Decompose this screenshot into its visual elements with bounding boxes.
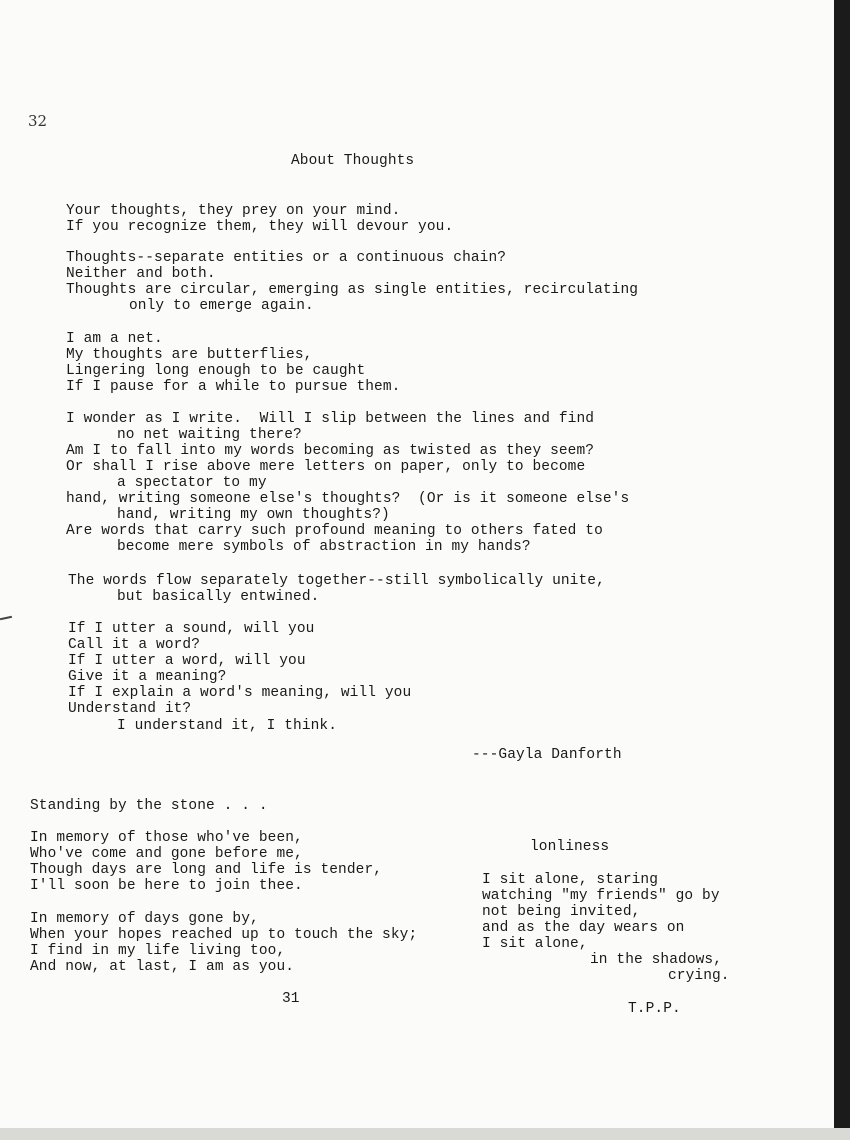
poem-line: crying. — [668, 968, 730, 984]
poem-title: About Thoughts — [291, 153, 415, 169]
poem-line: Give it a meaning? — [68, 669, 227, 685]
poem-line: become mere symbols of abstraction in my hands? — [117, 539, 531, 555]
poem-title: lonliness — [530, 839, 610, 855]
poem-line: a spectator to my — [117, 475, 267, 491]
poem-line: In memory of those who've been, — [30, 830, 303, 846]
poem-line: I find in my life living too, — [30, 943, 286, 959]
poem-line: And now, at last, I am as you. — [30, 959, 295, 975]
scan-edge-right — [834, 0, 850, 1140]
poem-line: If I pause for a while to pursue them. — [66, 379, 401, 395]
margin-mark — [0, 616, 12, 620]
poem-line: hand, writing my own thoughts?) — [117, 507, 390, 523]
scan-edge-bottom — [0, 1128, 850, 1140]
poem-line: If you recognize them, they will devour you. — [66, 219, 454, 235]
poem-line: Thoughts--separate entities or a continuous chain? — [66, 250, 507, 266]
poem-author: ---Gayla Danforth — [472, 747, 622, 763]
poem-line: The words flow separately together--still symbolically unite, — [68, 573, 605, 589]
poem-line: If I explain a word's meaning, will you — [68, 685, 412, 701]
poem-line: If I utter a sound, will you — [68, 621, 315, 637]
poem-line: in the shadows, — [590, 952, 723, 968]
poem-line: Or shall I rise above mere letters on paper, only to become — [66, 459, 586, 475]
poem-line: When your hopes reached up to touch the sky; — [30, 927, 418, 943]
poem-line: no net waiting there? — [117, 427, 302, 443]
poem-line: I understand it, I think. — [117, 718, 338, 734]
poem-line: I sit alone, — [482, 936, 588, 952]
poem-line: Though days are long and life is tender, — [30, 862, 383, 878]
poem-line: Lingering long enough to be caught — [66, 363, 366, 379]
poem-line: My thoughts are butterflies, — [66, 347, 313, 363]
footer-page-number: 31 — [282, 991, 300, 1007]
poem-line: If I utter a word, will you — [68, 653, 306, 669]
poem-line: I'll soon be here to join thee. — [30, 878, 303, 894]
poem-line: only to emerge again. — [129, 298, 314, 314]
poem-line: I wonder as I write. Will I slip between the lines and find — [66, 411, 595, 427]
poem-line: Who've come and gone before me, — [30, 846, 303, 862]
poem-line: Call it a word? — [68, 637, 201, 653]
poem-line: Are words that carry such profound meaning to others fated to — [66, 523, 603, 539]
poem-author: T.P.P. — [628, 1001, 681, 1017]
poem-line: but basically entwined. — [117, 589, 320, 605]
poem-line: Neither and both. — [66, 266, 216, 282]
handwritten-page-number: 32 — [28, 112, 48, 130]
poem-line: In memory of days gone by, — [30, 911, 259, 927]
poem-line: not being invited, — [482, 904, 641, 920]
poem-line: and as the day wears on — [482, 920, 685, 936]
poem-line: Your thoughts, they prey on your mind. — [66, 203, 401, 219]
poem-line: Understand it? — [68, 701, 192, 717]
poem-line: Thoughts are circular, emerging as single entities, recirculating — [66, 282, 639, 298]
poem-line: Am I to fall into my words becoming as twisted as they seem? — [66, 443, 595, 459]
poem-line: I sit alone, staring — [482, 872, 659, 888]
poem-line: watching "my friends" go by — [482, 888, 720, 904]
poem-line: I am a net. — [66, 331, 163, 347]
poem-line: hand, writing someone else's thoughts? (Or is it someone else's — [66, 491, 630, 507]
poem-title: Standing by the stone . . . — [30, 798, 268, 814]
